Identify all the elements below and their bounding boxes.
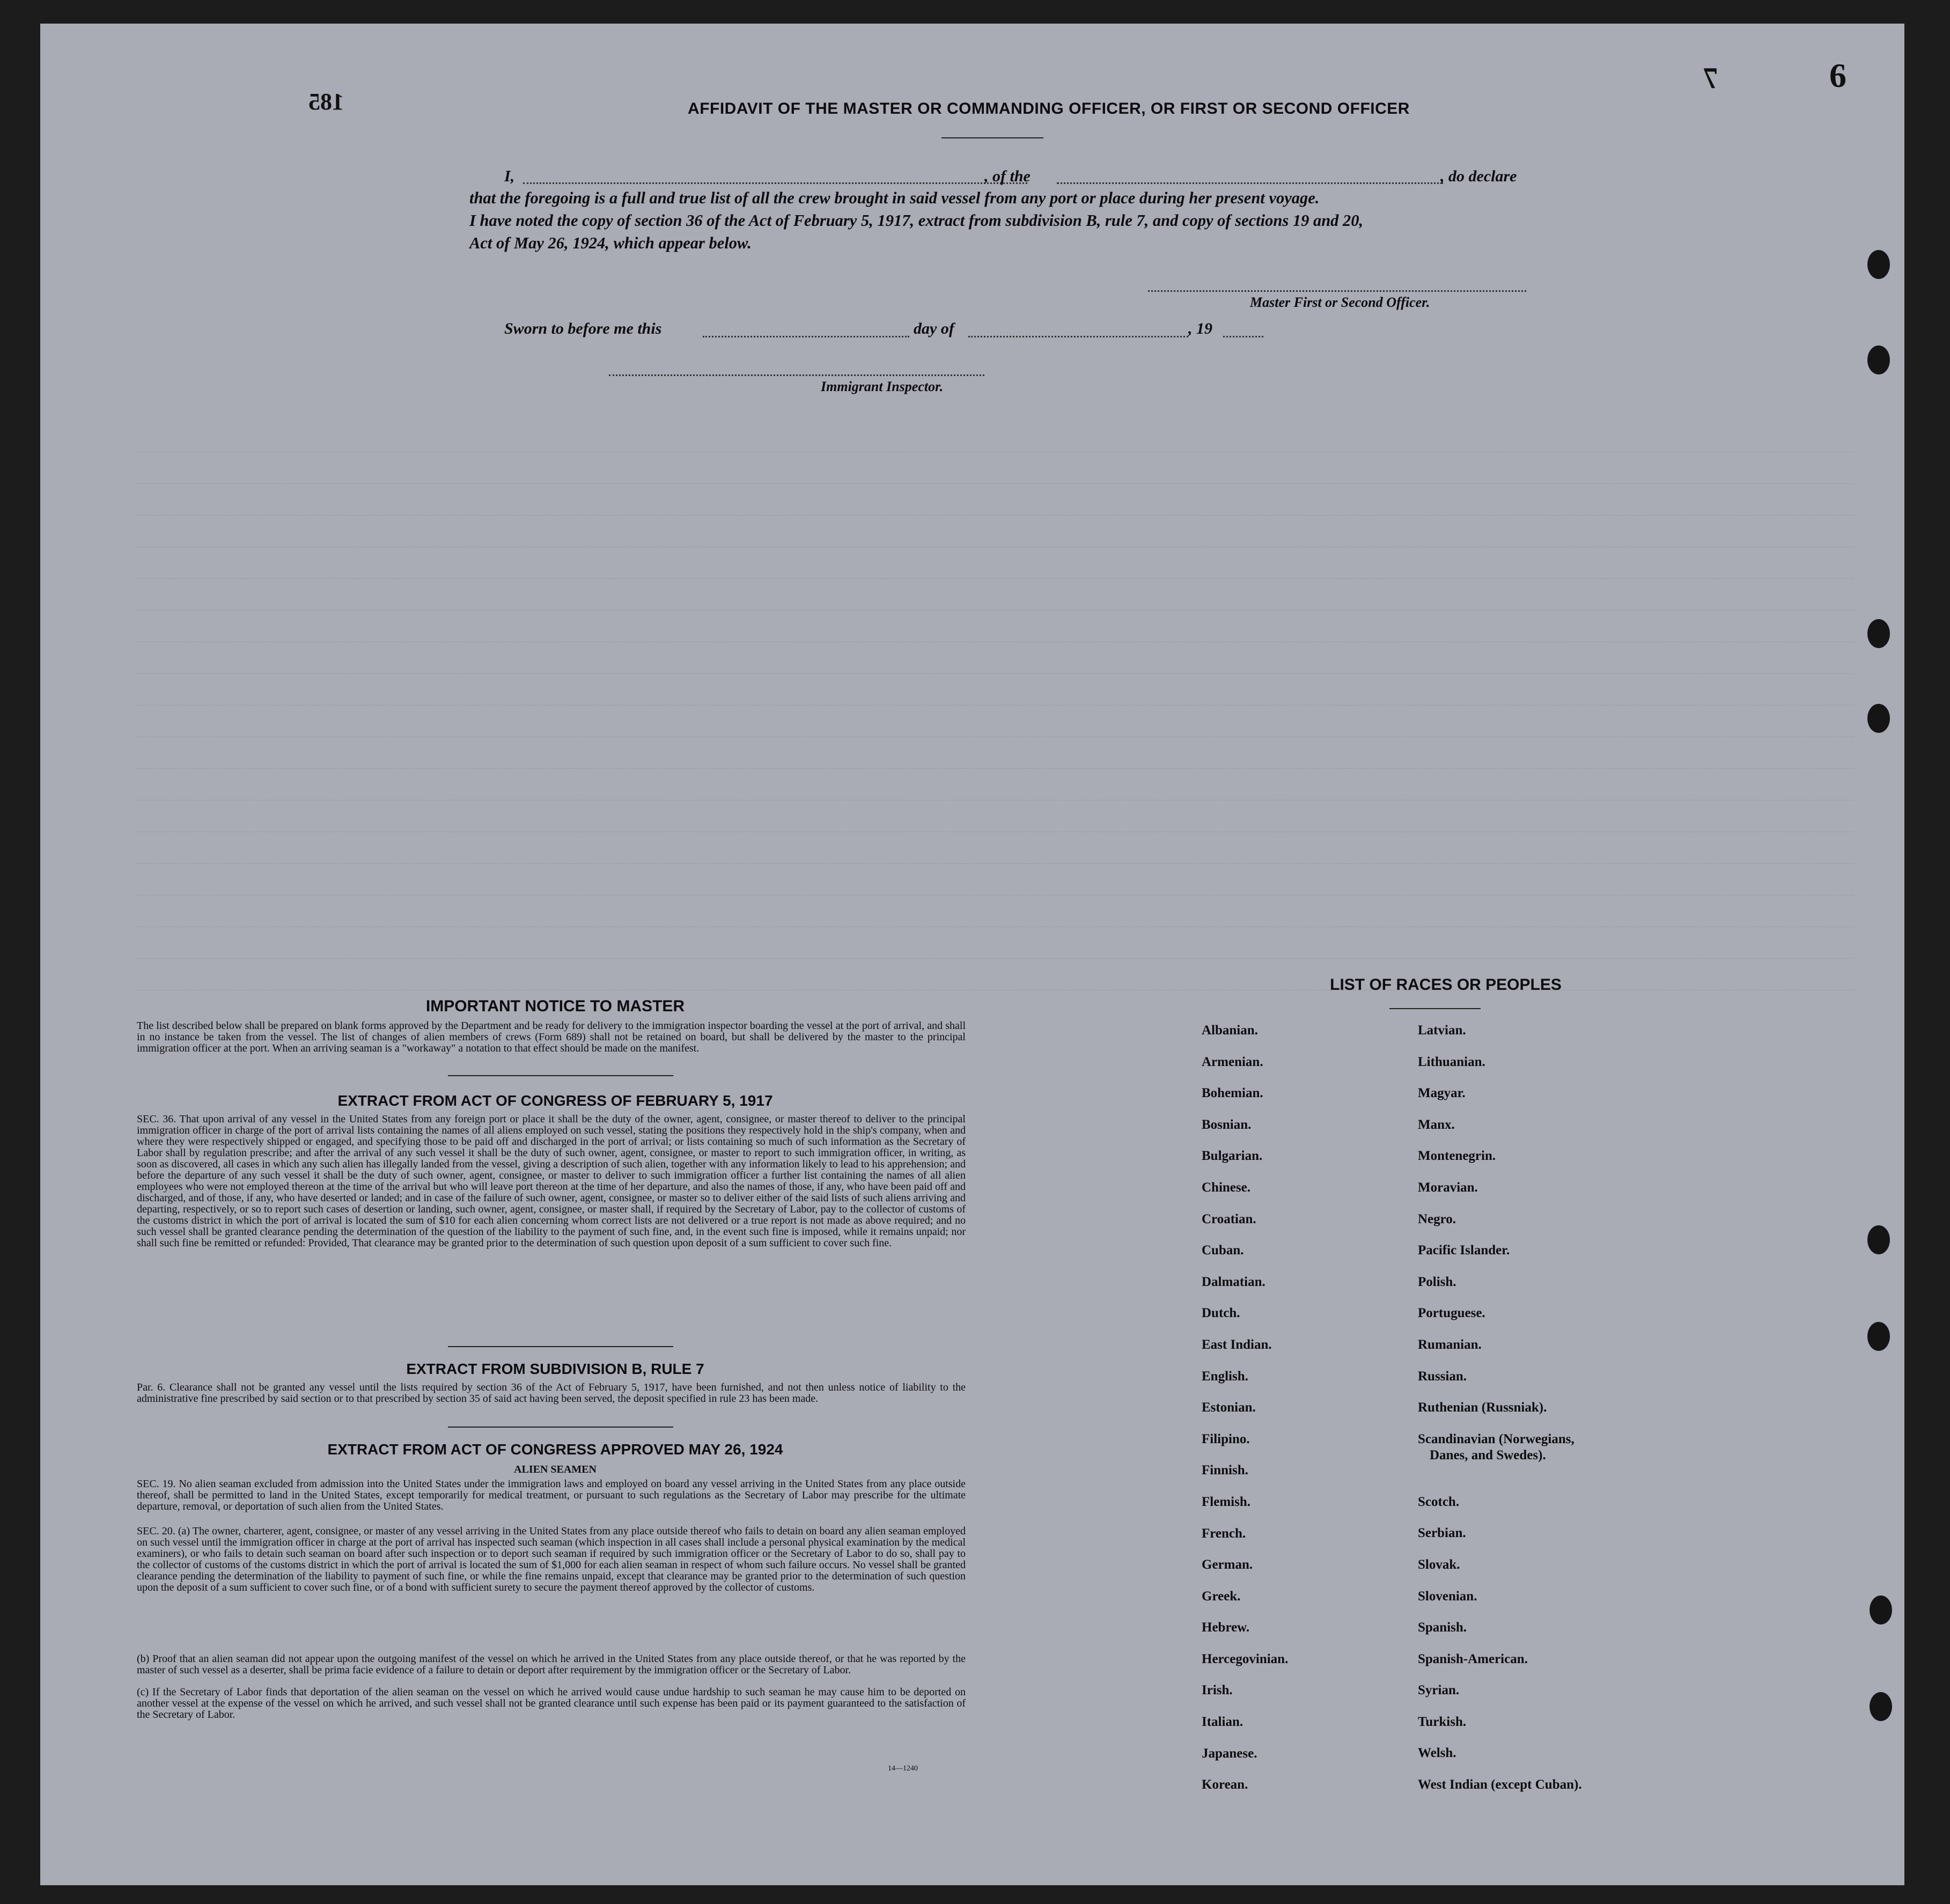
race-item <box>1418 1431 1582 1494</box>
race-item: Dalmatian. <box>1202 1274 1265 1289</box>
affidavit-title: AFFIDAVIT OF THE MASTER OR COMMANDING OFFICER, OR FIRST OR SECOND OFFICER <box>688 100 1410 117</box>
race-item: Italian. <box>1202 1715 1243 1730</box>
race-item: Dutch. <box>1202 1306 1240 1321</box>
declaration-of-the: , of the <box>984 167 1031 185</box>
race-item: Flemish. <box>1202 1494 1250 1509</box>
bleed-through-rows <box>137 421 1853 984</box>
race-item: East Indian. <box>1202 1337 1272 1352</box>
declaration-line-2: that the foregoing is a full and true list of all the crew brought in said vessel from any port or place during her present voyage. <box>469 189 1320 207</box>
race-item: Rumanian. <box>1418 1337 1482 1352</box>
extract-rule7-text: Par. 6. Clearance shall not be granted any vessel until the lists required by section 36 of the Act of February 5, 1917, have been furnished, and not then unless notice of liability to the administrative fine prescribed by said section or to that prescribed by section 35 of said act having been served, the deposit specified in rule 23 has been made. <box>137 1381 966 1405</box>
race-item: Chinese. <box>1202 1180 1250 1195</box>
corner-mark: 6 <box>1829 56 1846 94</box>
title-rule <box>941 137 1043 138</box>
extract-1924-title: EXTRACT FROM ACT OF CONGRESS APPROVED MAY 26, 1924 <box>327 1441 783 1458</box>
inspector-signature-line <box>609 374 984 376</box>
race-item: Polish. <box>1418 1274 1456 1289</box>
race-item: Filipino. <box>1202 1431 1250 1446</box>
race-item: Syrian. <box>1418 1683 1460 1698</box>
sec-20c-text: (c) If the Secretary of Labor finds that deportation of the alien seaman on the vessel on which he arrived would cause undue hardship to such seaman he may cause him to be deported on another vessel at the expense of the vessel on which he arrived, and such vessel shall not be granted clearance until such expense has been paid or its payment guaranteed to the satisfaction of the Secretary of Labor. <box>137 1686 966 1721</box>
sworn-day-blank <box>703 336 909 337</box>
race-item-label: Scandinavian (Norwegians, <box>1418 1431 1574 1446</box>
race-item: Bulgarian. <box>1202 1149 1263 1164</box>
master-signature-label: Master First or Second Officer. <box>1250 295 1430 310</box>
race-item: French. <box>1202 1526 1246 1541</box>
vessel-blank <box>1057 182 1443 184</box>
punch-hole <box>1867 1225 1890 1254</box>
race-item: Japanese. <box>1202 1746 1257 1761</box>
race-item: Manx. <box>1418 1117 1455 1132</box>
race-item: Welsh. <box>1418 1746 1456 1761</box>
year-blank <box>1223 336 1263 337</box>
punch-hole <box>1870 1596 1892 1624</box>
declaration-line-3: I have noted the copy of section 36 of the Act of February 5, 1917, extract from subdivision B, rule 7, and copy of sections 19 and 20, <box>469 211 1364 230</box>
races-title: LIST OF RACES OR PEOPLES <box>1330 976 1562 994</box>
race-item: Spanish-American. <box>1418 1651 1528 1666</box>
race-item: Estonian. <box>1202 1400 1256 1415</box>
race-item: Croatian. <box>1202 1211 1256 1226</box>
section-rule <box>448 1075 673 1076</box>
race-item-label-continued: Danes, and Swedes). <box>1430 1447 1546 1462</box>
race-item: German. <box>1202 1557 1253 1572</box>
race-item: Negro. <box>1418 1211 1456 1226</box>
notice-text: The list described below shall be prepared on blank forms approved by the Department and be ready for delivery to the immigration inspector boarding the vessel at the port of arrival, and shall in no instance be taken from the vessel. The list of changes of alien members of crews (Form 689) shall not be retained on board, but shall be delivered by the master to the principal immigration officer at the port. When an arriving seaman is a "workaway" a notation to that effect should be made on the manifest. <box>137 1020 966 1054</box>
race-item: Korean. <box>1202 1777 1248 1792</box>
race-item: Pacific Islander. <box>1418 1243 1510 1258</box>
race-item: Portuguese. <box>1418 1306 1485 1321</box>
races-right-column <box>1418 1023 1582 1809</box>
name-blank <box>523 182 1027 184</box>
inspector-signature-label: Immigrant Inspector. <box>821 379 944 394</box>
punch-hole <box>1867 704 1890 733</box>
sec-19-text: SEC. 19. No alien seaman excluded from admission into the United States under the immigration laws and employed on board any vessel arriving in the United States from any place outside thereof, shall be permitted to land in the United States, except temporarily for medical treatment, or pursuant to such regulations as the Secretary of Labor may prescribe for the ultimate departure, removal, or deportation of such alien from the United States. <box>137 1478 966 1512</box>
page-number-stamp: 185 <box>308 89 344 115</box>
punch-hole <box>1867 1322 1890 1351</box>
master-signature-line <box>1148 290 1526 292</box>
race-item: Montenegrin. <box>1418 1149 1496 1164</box>
races-left-column <box>1202 1023 1288 1809</box>
extract-1917-title: EXTRACT FROM ACT OF CONGRESS OF FEBRUARY 5, 1917 <box>337 1092 773 1109</box>
day-of-label: day of <box>914 320 954 337</box>
race-item: Moravian. <box>1418 1180 1478 1195</box>
races-title-rule <box>1389 1008 1481 1009</box>
punch-hole <box>1867 619 1890 648</box>
punch-hole <box>1867 345 1890 374</box>
race-item: Hercegovinian. <box>1202 1651 1289 1666</box>
race-item: Bohemian. <box>1202 1086 1263 1101</box>
race-item: Albanian. <box>1202 1023 1258 1038</box>
alien-seamen-subtitle: ALIEN SEAMEN <box>514 1464 597 1475</box>
race-item: Cuban. <box>1202 1243 1244 1258</box>
race-item: Turkish. <box>1418 1714 1467 1729</box>
race-item: Latvian. <box>1418 1023 1466 1038</box>
race-item: Hebrew. <box>1202 1620 1250 1635</box>
document-page <box>40 24 1904 1885</box>
race-item: West Indian (except Cuban). <box>1418 1777 1582 1792</box>
race-item: Greek. <box>1202 1589 1241 1604</box>
sec-20b-text: (b) Proof that an alien seaman did not appear upon the outgoing manifest of the vessel on which he arrived in the United States from any place outside thereof, or that he was reported by the master of such vessel as a deserter, shall be prima facie evidence of a failure to detain or deport after requirement by the immigration officer or the Secretary of Labor. <box>137 1653 966 1676</box>
race-item: Spanish. <box>1418 1620 1467 1635</box>
race-item: Scotch. <box>1418 1494 1460 1509</box>
race-item: Slovenian. <box>1418 1589 1477 1604</box>
race-item: Serbian. <box>1418 1526 1466 1541</box>
race-item: English. <box>1202 1369 1248 1384</box>
section-rule <box>448 1427 673 1428</box>
race-item: Slovak. <box>1418 1557 1460 1572</box>
declaration-declare: , do declare <box>1440 167 1517 185</box>
race-item: Irish. <box>1202 1683 1233 1698</box>
form-number: 14—1240 <box>888 1765 918 1773</box>
notice-title: IMPORTANT NOTICE TO MASTER <box>425 997 685 1015</box>
sec-20a-text: SEC. 20. (a) The owner, charterer, agent, consignee, or master of any vessel arriving in the United States from any place outside thereof who fails to detain on board any alien seaman employed on such vessel until the immigration officer in charge at the port of arrival has inspected such seaman (which inspection in all cases shall include a personal physical examination by the medical examiners), or who fails to detain such seaman on board after such inspection or to deport such seaman if required by such immigration officer or the Secretary of Labor to do so, shall pay to the collector of customs of the customs district in which the port of arrival is located the sum of $1,000 for each alien seaman in respect of whom such failure occurs. No vessel shall be granted clearance pending the determination of the liability to payment of such fine, or while the fine remains unpaid, except that clearance may be granted prior to the determination of such question upon the deposit of a sum sufficient to cover such fine, or of a bond with sufficient surety to secure the payment thereof approved by the collector of customs. <box>137 1525 966 1593</box>
punch-hole <box>1870 1692 1892 1721</box>
race-item: Magyar. <box>1418 1086 1466 1101</box>
race-item: Bosnian. <box>1202 1117 1252 1132</box>
race-item: Ruthenian (Russniak). <box>1418 1400 1547 1415</box>
race-item: Lithuanian. <box>1418 1054 1485 1069</box>
race-item: Finnish. <box>1202 1463 1248 1478</box>
section-rule <box>448 1346 673 1347</box>
declaration-i: I, <box>504 167 515 185</box>
declaration-line-4: Act of May 26, 1924, which appear below. <box>469 234 752 252</box>
corner-mark: 7 <box>1703 62 1718 95</box>
race-item: Armenian. <box>1202 1054 1263 1069</box>
sworn-label: Sworn to before me this <box>504 320 662 337</box>
punch-hole <box>1867 250 1890 279</box>
year-label: , 19 <box>1188 320 1212 337</box>
extract-1917-text: SEC. 36. That upon arrival of any vessel in the United States from any foreign port or place it shall be the duty of the owner, agent, consignee, or master thereof to deliver to the principal immigration officer in charge of the port of arrival lists containing the names of all aliens employed on such vessel, stating the positions they respectively hold in the ship's company, when and where they were respectively shipped or engaged, and specifying those to be paid off and discharged in the port of arrival; or lists containing so much of such information as the Secretary of Labor shall by regulation prescribe; and after the arrival of any such vessel it shall be the duty of such owner, agent, consignee, or master to report to such immigration officer, in writing, as soon as discovered, all cases in which any such alien has illegally landed from the vessel, giving a description of such alien, together with any information likely to lead to his apprehension; and before the departure of any such vessel it shall be the duty of such owner, agent, consignee, or master to deliver to such immigration officer a further list containing the names of all alien employees who were not employed thereon at the time of the arrival but who will leave port thereon at the time of her departure, and also the names of those, if any, who have been paid off and discharged, and of those, if any, who have deserted or landed; and in case of the failure of such owner, agent, consignee, or master so to deliver either of the said lists of such aliens arriving and departing, respectively, or so to report such cases of desertion or landing, such owner, agent, consignee, or master shall, if required by the Secretary of Labor, pay to the collector of customs of the customs district in which the port of arrival is located the sum of $10 for each alien concerning whom correct lists are not delivered or a true report is not made as above required; and no such vessel shall be granted clearance pending the determination of the question of the liability to the payment of such fine, and, in the event such fine is imposed, while it remains unpaid; nor shall such fine be remitted or refunded: Provided, That clearance may be granted prior to the determination of such question upon deposit of a sum sufficient to cover such fine. <box>137 1113 966 1249</box>
sworn-month-blank <box>968 336 1188 337</box>
race-item: Russian. <box>1418 1369 1467 1384</box>
extract-rule7-title: EXTRACT FROM SUBDIVISION B, RULE 7 <box>406 1361 704 1377</box>
